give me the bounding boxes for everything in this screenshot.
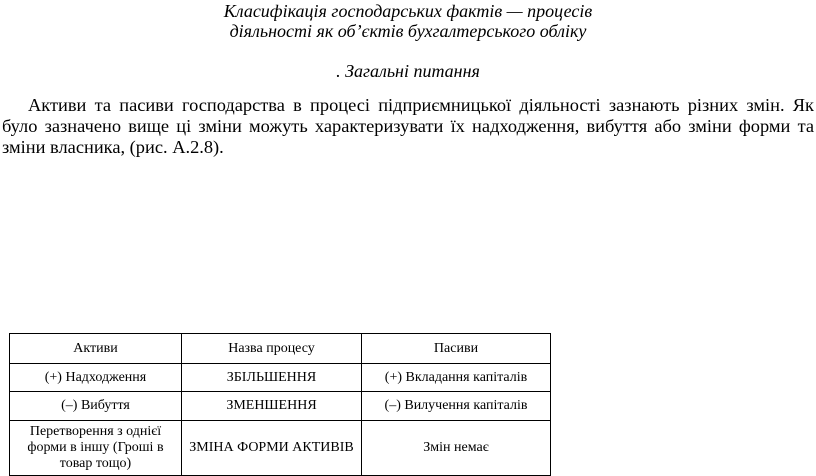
table-row	[10, 392, 551, 421]
table-header-row	[10, 334, 551, 364]
table-cell: Змін немає	[362, 421, 551, 476]
document-title-line-2: діяльності як об’єктів бухгалтерського обліку	[229, 21, 587, 41]
header-assets: Активи	[10, 334, 182, 364]
table-cell: (–) Вибуття	[10, 392, 182, 421]
table-cell: (–) Вилучення капіталів	[362, 392, 551, 421]
table-cell: Перетворення з однієї форми в іншу (Гроші в товар тощо)	[10, 421, 182, 476]
table-cell: ЗМІНА ФОРМИ АКТИВІВ	[182, 421, 362, 476]
header-liabilities: Пасиви	[362, 334, 551, 364]
header-process-name: Назва процесу	[182, 334, 362, 364]
table-cell: ЗМЕНШЕННЯ	[182, 392, 362, 421]
table-cell: (+) Вкладання капіталів	[362, 364, 551, 392]
table-row	[10, 421, 551, 476]
process-classification-table	[9, 333, 551, 476]
table-cell: ЗБІЛЬШЕННЯ	[182, 364, 362, 392]
table-cell: (+) Надходження	[10, 364, 182, 392]
document-title-line-1: Класифікація господарських фактів — процесів	[223, 1, 593, 21]
body-paragraph: Активи та пасиви господарства в процесі підприємницької діяльності зазнають різних змін. Як було зазначено вище ці зміни можуть характеризувати їх надходження, вибуття або зміни форми та зміни власника, (рис. А.2.8).	[2, 95, 814, 157]
table-row	[10, 364, 551, 392]
section-subtitle: . Загальні питання	[336, 61, 480, 81]
